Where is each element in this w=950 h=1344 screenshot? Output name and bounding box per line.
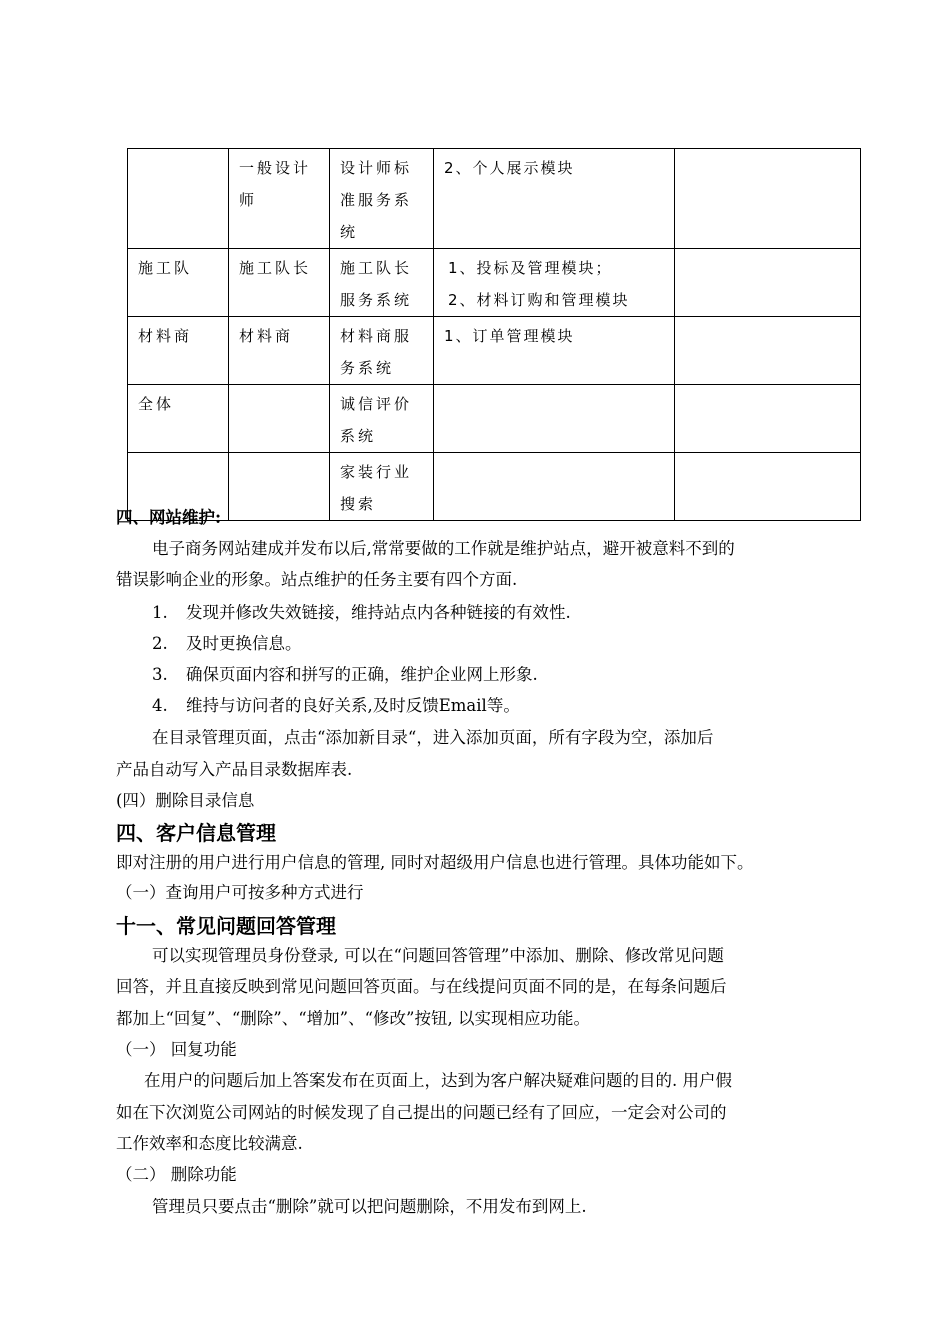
list-item-text: 及时更换信息。 xyxy=(186,634,302,653)
table-cell-user: 一般设计师 xyxy=(229,149,330,249)
paragraph-line: 工作效率和态度比较满意. xyxy=(116,1134,303,1153)
table-cell-role: 施工队 xyxy=(128,249,229,317)
table-row xyxy=(128,385,861,453)
paragraph-line: 可以实现管理员身份登录, 可以在“问题回答管理”中添加、删除、修改常见问题 xyxy=(152,946,724,965)
module-item: 2、材料订购和管理模块 xyxy=(448,291,630,309)
table-cell-role xyxy=(128,149,229,249)
table-cell-system: 材料商服务系统 xyxy=(330,317,434,385)
table-cell-modules xyxy=(434,453,675,521)
paragraph-line: 回答，并且直接反映到常见问题回答页面。与在线提问页面不同的是，在每条问题后 xyxy=(116,977,727,996)
list-item-number: 4. xyxy=(152,696,168,715)
table-cell-note xyxy=(675,149,861,249)
table-cell-role: 材料商 xyxy=(128,317,229,385)
table-cell-system: 施工队长服务系统 xyxy=(330,249,434,317)
paragraph-line: 电子商务网站建成并发布以后,常常要做的工作就是维护站点，避开被意料不到的 xyxy=(152,539,735,558)
subheading-query-user: （一）查询用户可按多种方式进行 xyxy=(116,883,364,902)
paragraph-line: 在目录管理页面，点击“添加新目录“，进入添加页面，所有字段为空，添加后 xyxy=(152,728,714,747)
paragraph-line: 错误影响企业的形象。站点维护的任务主要有四个方面. xyxy=(116,570,518,589)
module-item: 1、订单管理模块 xyxy=(444,327,575,345)
list-item-text: 维持与访问者的良好关系,及时反馈Email等。 xyxy=(186,696,520,715)
table-cell-note xyxy=(675,453,861,521)
subheading-delete: （二） 删除功能 xyxy=(116,1165,237,1184)
table-cell-note xyxy=(675,249,861,317)
table-row xyxy=(128,149,861,249)
paragraph-line: 即对注册的用户进行用户信息的管理, 同时对超级用户信息也进行管理。具体功能如下。 xyxy=(116,853,754,872)
table-cell-modules xyxy=(434,385,675,453)
module-item: 2、个人展示模块 xyxy=(444,159,575,177)
table-cell-modules xyxy=(434,149,675,249)
section-heading-customer: 四、客户信息管理 xyxy=(116,821,276,845)
list-item-number: 1. xyxy=(152,603,168,622)
subheading-delete-catalog: (四）删除目录信息 xyxy=(116,791,255,810)
table-row xyxy=(128,249,861,317)
table-cell-note xyxy=(675,317,861,385)
list-item-number: 2. xyxy=(152,634,168,653)
table-row xyxy=(128,317,861,385)
section-heading-faq: 十一、常见问题回答管理 xyxy=(116,914,336,938)
table-cell-system: 诚信评价系统 xyxy=(330,385,434,453)
table-cell-system: 家装行业搜索 xyxy=(330,453,434,521)
paragraph-line: 产品自动写入产品目录数据库表. xyxy=(116,760,353,779)
role-system-table xyxy=(127,148,861,521)
paragraph-line: 如在下次浏览公司网站的时候发现了自己提出的问题已经有了回应，一定会对公司的 xyxy=(116,1103,727,1122)
table-cell-modules xyxy=(434,249,675,317)
list-item-text: 确保页面内容和拼写的正确，维护企业网上形象. xyxy=(186,665,538,684)
table-cell-role: 全体 xyxy=(128,385,229,453)
table-row xyxy=(128,453,861,521)
paragraph-line: 在用户的问题后加上答案发布在页面上，达到为客户解决疑难问题的目的. 用户假 xyxy=(144,1071,732,1090)
table-cell-user: 材料商 xyxy=(229,317,330,385)
table-cell-user: 施工队长 xyxy=(229,249,330,317)
section-heading-maintenance: 四、网站维护: xyxy=(116,508,222,527)
table-cell-system: 设计师标准服务系统 xyxy=(330,149,434,249)
list-item-text: 发现并修改失效链接，维持站点内各种链接的有效性. xyxy=(186,603,571,622)
table-cell-user xyxy=(229,385,330,453)
table-cell-modules xyxy=(434,317,675,385)
paragraph-line: 都加上“回复”、“删除”、“增加”、“修改”按钮, 以实现相应功能。 xyxy=(116,1009,590,1028)
subheading-reply: （一） 回复功能 xyxy=(116,1040,237,1059)
paragraph-line: 管理员只要点击“删除”就可以把问题删除，不用发布到网上. xyxy=(152,1197,587,1216)
table-cell-user xyxy=(229,453,330,521)
module-item: 1、投标及管理模块； xyxy=(448,259,613,277)
table-cell-note xyxy=(675,385,861,453)
list-item-number: 3. xyxy=(152,665,168,684)
